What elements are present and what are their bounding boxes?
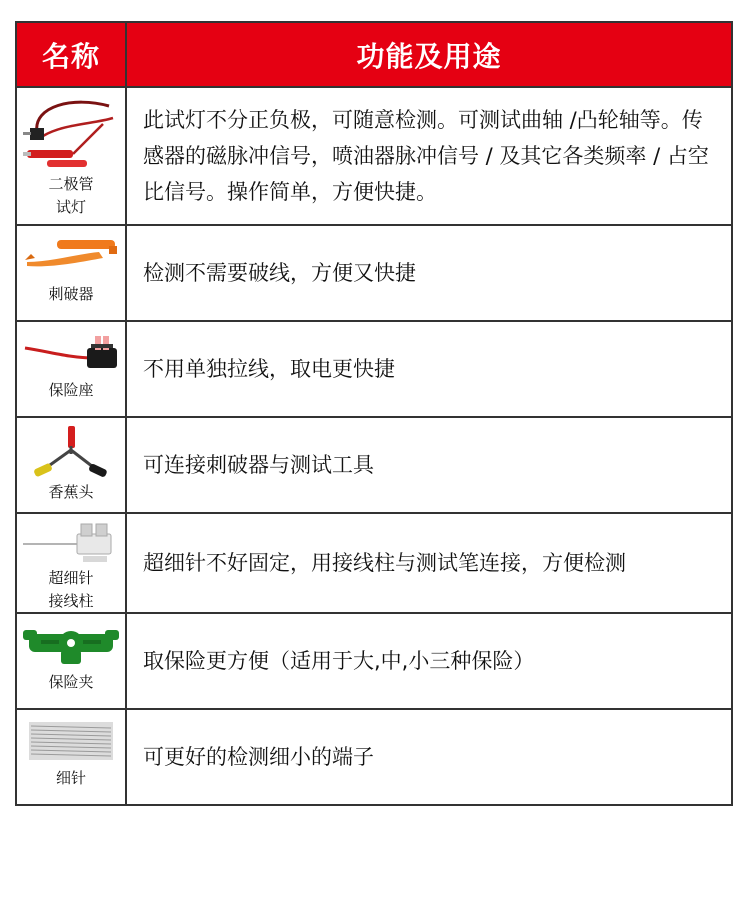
item-description: 不用单独拉线，取电更快捷 <box>126 321 732 417</box>
table-row <box>16 87 732 225</box>
fuse-puller-icon <box>21 620 121 670</box>
table-row <box>16 321 732 417</box>
item-cell <box>16 613 126 709</box>
item-description: 可更好的检测细小的端子 <box>126 709 732 805</box>
table-row <box>16 225 732 321</box>
fuse-holder-icon <box>21 328 121 378</box>
item-name: 接线柱 <box>48 592 94 610</box>
product-table <box>15 21 733 806</box>
fine-needles-icon <box>23 716 119 766</box>
item-name: 细针 <box>55 769 86 787</box>
item-cell <box>16 321 126 417</box>
item-description: 检测不需要破线，方便又快捷 <box>126 225 732 321</box>
item-name: 试灯 <box>55 198 86 216</box>
test-light-icon <box>23 94 119 172</box>
item-name: 二极管 <box>48 175 94 193</box>
item-name: 超细针 <box>48 569 94 587</box>
item-description: 可连接刺破器与测试工具 <box>126 417 732 513</box>
header-function: 功能及用途 <box>126 22 732 87</box>
item-cell <box>16 417 126 513</box>
item-name: 香蕉头 <box>48 483 94 501</box>
item-cell <box>16 513 126 613</box>
table-row <box>16 417 732 513</box>
item-cell <box>16 87 126 225</box>
item-description: 取保险更方便（适用于大,中,小三种保险） <box>126 613 732 709</box>
item-cell <box>16 225 126 321</box>
item-description: 此试灯不分正负极，可随意检测。可测试曲轴 /凸轮轴等。传感器的磁脉冲信号，喷油器脉冲信号 / 及其它各类频率 / 占空比信号。操作简单，方便快捷。 <box>126 87 732 225</box>
table-row <box>16 709 732 805</box>
table-row <box>16 513 732 613</box>
item-name: 刺破器 <box>48 285 94 303</box>
fine-needle-terminal-icon <box>21 520 121 566</box>
header-row <box>16 22 732 87</box>
item-description: 超细针不好固定，用接线柱与测试笔连接，方便检测 <box>126 513 732 613</box>
piercing-probe-icon <box>21 232 121 282</box>
item-cell <box>16 709 126 805</box>
item-name: 保险座 <box>48 381 94 399</box>
table-row <box>16 613 732 709</box>
header-name: 名称 <box>16 22 126 87</box>
banana-plug-icon <box>31 424 111 480</box>
item-name: 保险夹 <box>48 673 94 691</box>
